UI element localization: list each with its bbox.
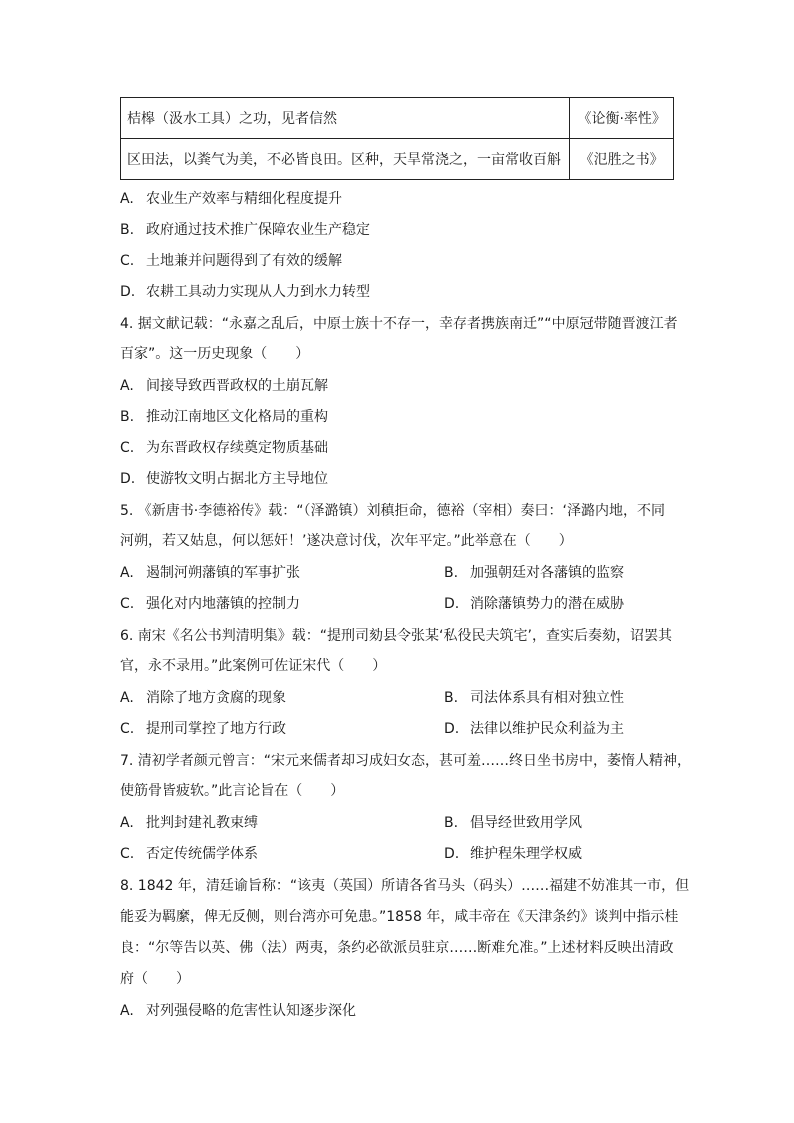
option-letter: D. xyxy=(120,471,136,487)
option-letter: B. xyxy=(444,690,459,706)
option-text: 否定传统儒学体系 xyxy=(146,846,258,862)
question-7-stem: 7. 清初学者颜元曾言：“宋元来儒者却习成妇女态，甚可羞……终日坐书房中，萎惰人精神， xyxy=(120,753,692,769)
option-letter: C. xyxy=(120,596,135,612)
option-c xyxy=(120,594,300,614)
option-letter: C. xyxy=(120,721,135,737)
option-b xyxy=(120,407,328,427)
table-cell-text: 桔槔（汲水工具）之功，见者信然 xyxy=(121,98,570,139)
question-8-stem: 8. 1842 年，清廷谕旨称：“该夷（英国）所请各省马头（码头）……福建不妨准其一市，但 xyxy=(120,878,690,894)
option-a xyxy=(120,563,300,583)
option-letter: D. xyxy=(444,721,460,737)
option-c xyxy=(120,251,342,271)
option-text: 间接导致西晋政权的土崩瓦解 xyxy=(146,378,328,394)
option-text: 土地兼并问题得到了有效的缓解 xyxy=(146,253,342,269)
option-text: 遏制河朔藩镇的军事扩张 xyxy=(146,565,300,581)
option-text: 对列强侵略的危害性认知逐步深化 xyxy=(146,1003,356,1019)
option-text: 倡导经世致用学风 xyxy=(470,815,582,831)
option-b xyxy=(444,688,624,708)
option-a xyxy=(120,813,258,833)
option-text: 消除藩镇势力的潜在威胁 xyxy=(470,596,624,612)
option-letter: B. xyxy=(444,565,459,581)
option-b xyxy=(444,563,624,583)
option-d xyxy=(444,719,624,739)
option-letter: D. xyxy=(444,596,460,612)
table-row xyxy=(121,139,674,180)
option-letter: A. xyxy=(120,191,134,207)
option-b xyxy=(120,220,370,240)
option-text: 推动江南地区文化格局的重构 xyxy=(146,409,328,425)
option-letter: C. xyxy=(120,253,135,269)
question-4-stem: 4. 据文献记载：“永嘉之乱后，中原士族十不存一，幸存者携族南迁”“中原冠带随晋渡江者 xyxy=(120,316,678,332)
source-table xyxy=(120,97,674,180)
option-text: 消除了地方贪腐的现象 xyxy=(146,690,286,706)
option-letter: A. xyxy=(120,815,134,831)
option-letter: A. xyxy=(120,378,134,394)
table-row xyxy=(121,98,674,139)
option-text: 为东晋政权存续奠定物质基础 xyxy=(146,440,328,456)
option-d xyxy=(120,469,328,489)
option-c xyxy=(120,438,328,458)
option-a xyxy=(120,376,328,396)
option-d xyxy=(120,282,370,302)
option-letter: A. xyxy=(120,1003,134,1019)
question-8-stem-cont: 良：“尔等告以英、佛（法）两夷，条约必欲派员驻京……断难允准。”上述材料反映出清政 xyxy=(120,940,674,956)
option-text: 法律以维护民众利益为主 xyxy=(470,721,624,737)
option-letter: A. xyxy=(120,690,134,706)
question-8-stem-cont: 能妥为羁縻，俾无反侧，则台湾亦可免患。”1858 年，咸丰帝在《天津条约》谈判中指示桂 xyxy=(120,909,679,925)
question-7-stem-cont: 使筋骨皆疲软。”此言论旨在（ ） xyxy=(120,783,345,799)
option-text: 批判封建礼教束缚 xyxy=(146,815,258,831)
option-letter: B. xyxy=(444,815,459,831)
option-text: 加强朝廷对各藩镇的监察 xyxy=(470,565,624,581)
option-a xyxy=(120,189,342,209)
question-6-stem-cont: 官，永不录用。”此案例可佐证宋代（ ） xyxy=(120,658,387,674)
option-letter: D. xyxy=(120,284,136,300)
option-letter: D. xyxy=(444,846,460,862)
option-d xyxy=(444,594,624,614)
table-cell-source: 《氾胜之书》 xyxy=(570,139,674,180)
question-8-stem-cont: 府（ ） xyxy=(120,971,190,987)
option-text: 提刑司掌控了地方行政 xyxy=(146,721,286,737)
option-a xyxy=(120,688,286,708)
option-letter: A. xyxy=(120,565,134,581)
question-5-stem: 5. 《新唐书·李德裕传》载：“（泽潞镇）刘稹拒命，德裕（宰相）奏曰：‘泽潞内地，不同 xyxy=(120,503,665,519)
option-text: 维护程朱理学权威 xyxy=(470,846,582,862)
option-text: 农耕工具动力实现从人力到水力转型 xyxy=(146,284,370,300)
option-letter: C. xyxy=(120,846,135,862)
question-5-stem-cont: 河朔，若又姑息，何以惩奸！’遂决意讨伐，次年平定。”此举意在（ ） xyxy=(120,533,573,549)
option-c xyxy=(120,719,286,739)
option-text: 政府通过技术推广保障农业生产稳定 xyxy=(146,222,370,238)
option-c xyxy=(120,844,258,864)
option-letter: B. xyxy=(120,222,135,238)
option-d xyxy=(444,844,582,864)
option-letter: B. xyxy=(120,409,135,425)
option-letter: C. xyxy=(120,440,135,456)
option-b xyxy=(444,813,582,833)
option-a xyxy=(120,1001,356,1021)
question-6-stem: 6. 南宋《名公书判清明集》载：“提刑司劾县令张某‘私役民夫筑宅’，查实后奏劾，诏罢其 xyxy=(120,628,672,644)
option-text: 强化对内地藩镇的控制力 xyxy=(146,596,300,612)
table-cell-source: 《论衡·率性》 xyxy=(570,98,674,139)
option-text: 司法体系具有相对独立性 xyxy=(470,690,624,706)
table-cell-text: 区田法，以粪气为美，不必皆良田。区种，天旱常浇之，一亩常收百斛 xyxy=(121,139,570,180)
option-text: 使游牧文明占据北方主导地位 xyxy=(146,471,328,487)
option-text: 农业生产效率与精细化程度提升 xyxy=(146,191,342,207)
question-4-stem-cont: 百家”。这一历史现象（ ） xyxy=(120,346,310,362)
